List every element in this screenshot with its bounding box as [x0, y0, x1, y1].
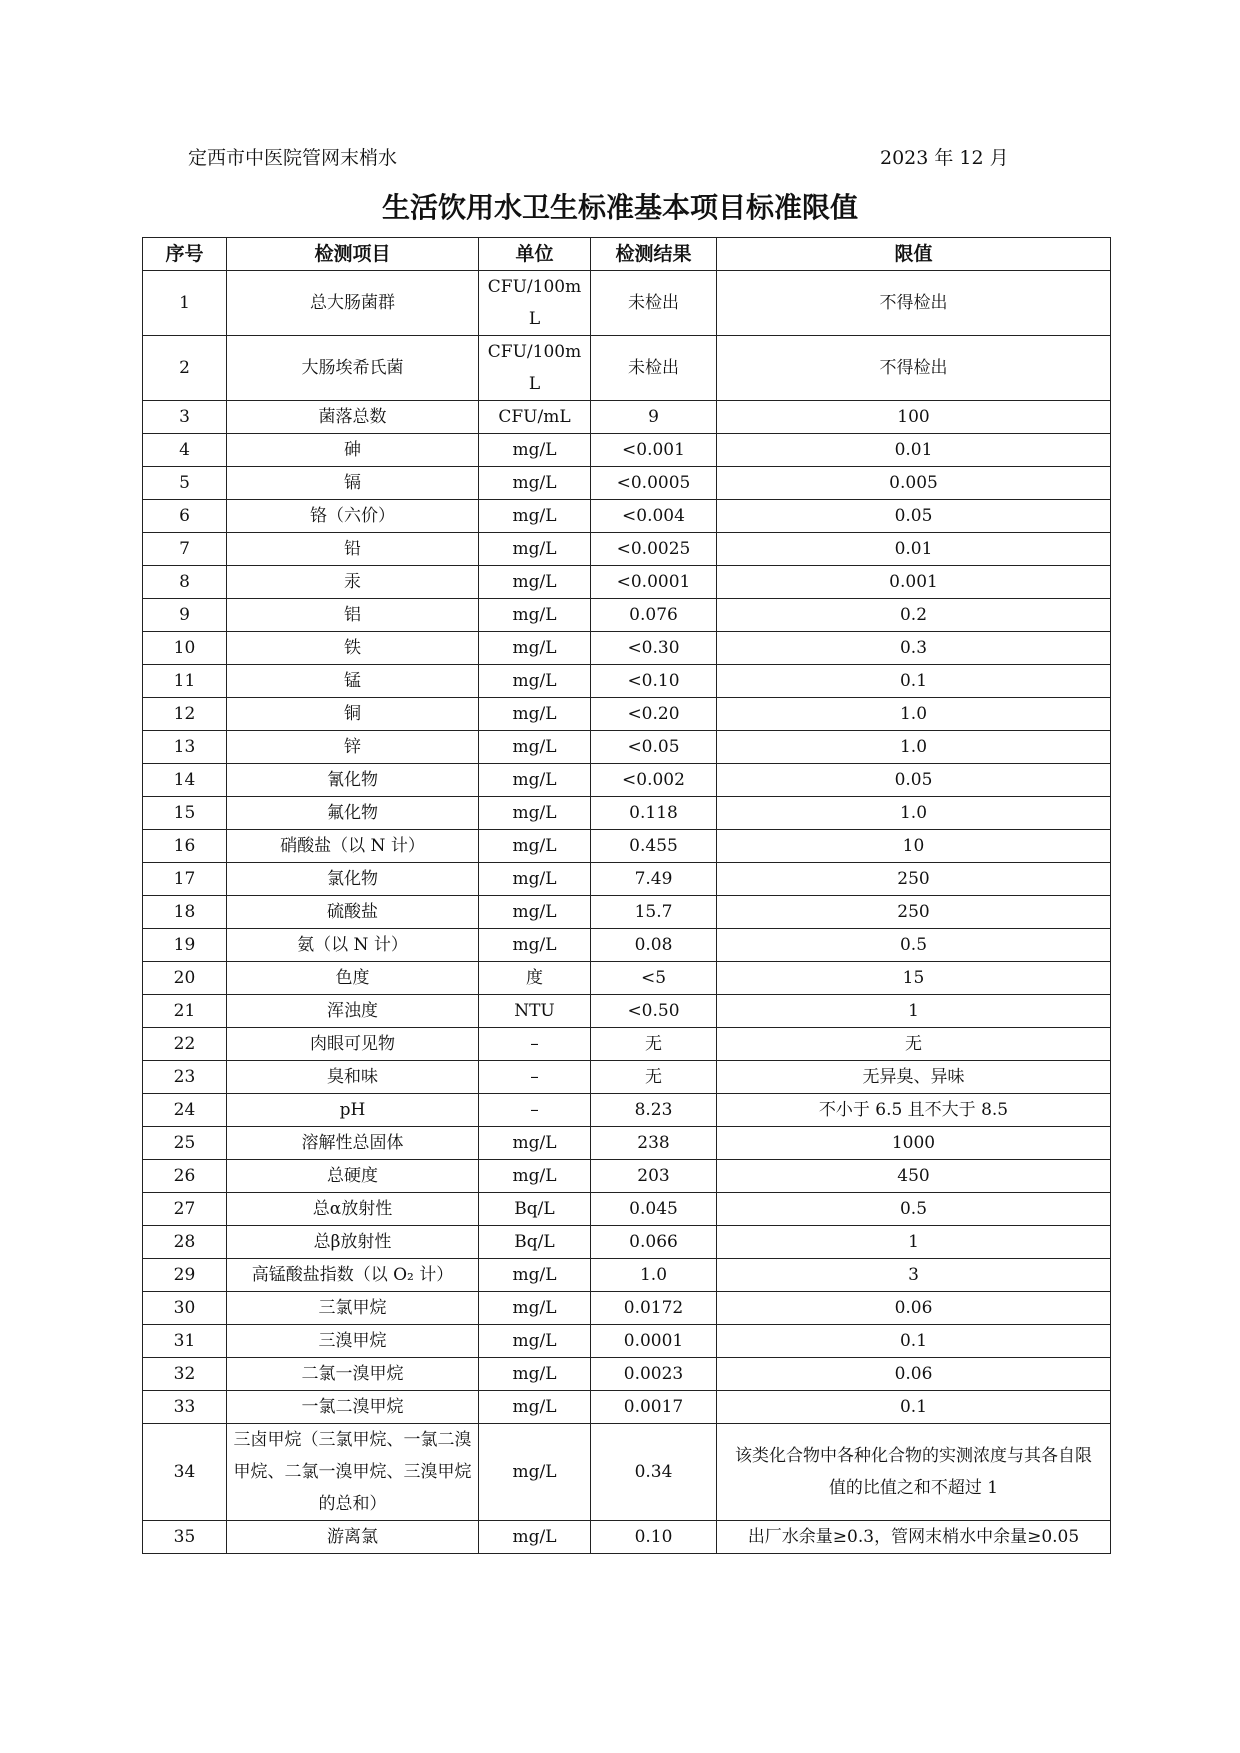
table-row: [143, 995, 1111, 1028]
cell-unit: mg/L: [479, 434, 591, 467]
table-row: [143, 731, 1111, 764]
table-row: [143, 632, 1111, 665]
cell-limit: 出厂水余量≥0.3，管网末梢水中余量≥0.05: [717, 1521, 1111, 1554]
cell-no: 10: [143, 632, 227, 665]
cell-unit: mg/L: [479, 1391, 591, 1424]
cell-no: 17: [143, 863, 227, 896]
cell-result: <0.004: [591, 500, 717, 533]
cell-limit: 1: [717, 1226, 1111, 1259]
cell-no: 35: [143, 1521, 227, 1554]
table-row: [143, 1028, 1111, 1061]
cell-unit: mg/L: [479, 764, 591, 797]
column-header-result: 检测结果: [591, 238, 717, 271]
cell-result: 0.0172: [591, 1292, 717, 1325]
cell-item: 砷: [227, 434, 479, 467]
table-row: [143, 1160, 1111, 1193]
cell-item: 硫酸盐: [227, 896, 479, 929]
cell-item: 三氯甲烷: [227, 1292, 479, 1325]
cell-limit: 0.05: [717, 500, 1111, 533]
cell-result: 0.0023: [591, 1358, 717, 1391]
cell-no: 1: [143, 271, 227, 336]
cell-unit: mg/L: [479, 1160, 591, 1193]
cell-result: <5: [591, 962, 717, 995]
cell-no: 20: [143, 962, 227, 995]
cell-item: 肉眼可见物: [227, 1028, 479, 1061]
cell-no: 32: [143, 1358, 227, 1391]
table-row: [143, 1424, 1111, 1521]
cell-result: <0.10: [591, 665, 717, 698]
cell-item: 三溴甲烷: [227, 1325, 479, 1358]
cell-item: 游离氯: [227, 1521, 479, 1554]
cell-item: 锰: [227, 665, 479, 698]
cell-unit: mg/L: [479, 1127, 591, 1160]
cell-limit: 0.06: [717, 1292, 1111, 1325]
cell-unit: mg/L: [479, 1259, 591, 1292]
cell-result: 0.118: [591, 797, 717, 830]
table-row: [143, 271, 1111, 336]
cell-result: 238: [591, 1127, 717, 1160]
cell-no: 31: [143, 1325, 227, 1358]
cell-unit: mg/L: [479, 599, 591, 632]
cell-item: 铜: [227, 698, 479, 731]
table-row: [143, 1292, 1111, 1325]
cell-result: 未检出: [591, 271, 717, 336]
cell-limit: 0.1: [717, 1391, 1111, 1424]
cell-unit: mg/L: [479, 863, 591, 896]
cell-result: 无: [591, 1028, 717, 1061]
table-row: [143, 698, 1111, 731]
cell-result: <0.50: [591, 995, 717, 1028]
table-row: [143, 434, 1111, 467]
cell-result: 0.10: [591, 1521, 717, 1554]
cell-unit: CFU/100mL: [479, 271, 591, 336]
cell-no: 28: [143, 1226, 227, 1259]
header-location: 定西市中医院管网末梢水: [188, 147, 398, 169]
table-row: [143, 401, 1111, 434]
table-row: [143, 1094, 1111, 1127]
cell-limit: 该类化合物中各种化合物的实测浓度与其各自限值的比值之和不超过 1: [717, 1424, 1111, 1521]
cell-unit: mg/L: [479, 698, 591, 731]
cell-limit: 1: [717, 995, 1111, 1028]
header-date: 2023 年 12 月: [880, 147, 1009, 169]
column-header-limit: 限值: [717, 238, 1111, 271]
cell-limit: 250: [717, 863, 1111, 896]
cell-item: 铅: [227, 533, 479, 566]
cell-item: 菌落总数: [227, 401, 479, 434]
cell-limit: 无: [717, 1028, 1111, 1061]
table-row: [143, 566, 1111, 599]
cell-result: <0.0005: [591, 467, 717, 500]
cell-item: pH: [227, 1094, 479, 1127]
cell-no: 25: [143, 1127, 227, 1160]
cell-limit: 不小于 6.5 且不大于 8.5: [717, 1094, 1111, 1127]
header-row: [143, 238, 1111, 271]
cell-item: 镉: [227, 467, 479, 500]
cell-unit: mg/L: [479, 731, 591, 764]
cell-item: 总β放射性: [227, 1226, 479, 1259]
cell-no: 9: [143, 599, 227, 632]
cell-limit: 100: [717, 401, 1111, 434]
cell-limit: 0.5: [717, 929, 1111, 962]
cell-result: 无: [591, 1061, 717, 1094]
cell-result: <0.002: [591, 764, 717, 797]
cell-unit: mg/L: [479, 665, 591, 698]
cell-unit: mg/L: [479, 533, 591, 566]
cell-result: 1.0: [591, 1259, 717, 1292]
cell-result: <0.0001: [591, 566, 717, 599]
cell-unit: –: [479, 1094, 591, 1127]
cell-limit: 不得检出: [717, 271, 1111, 336]
cell-result: 203: [591, 1160, 717, 1193]
cell-limit: 0.01: [717, 533, 1111, 566]
cell-item: 总α放射性: [227, 1193, 479, 1226]
cell-unit: mg/L: [479, 1424, 591, 1521]
cell-result: 0.066: [591, 1226, 717, 1259]
table-row: [143, 336, 1111, 401]
cell-no: 4: [143, 434, 227, 467]
cell-result: <0.30: [591, 632, 717, 665]
cell-item: 大肠埃希氏菌: [227, 336, 479, 401]
cell-result: 9: [591, 401, 717, 434]
cell-limit: 0.005: [717, 467, 1111, 500]
cell-no: 8: [143, 566, 227, 599]
cell-no: 13: [143, 731, 227, 764]
table-row: [143, 929, 1111, 962]
cell-unit: mg/L: [479, 467, 591, 500]
table-body: [143, 271, 1111, 1554]
table-row: [143, 1226, 1111, 1259]
cell-item: 一氯二溴甲烷: [227, 1391, 479, 1424]
cell-unit: mg/L: [479, 797, 591, 830]
cell-unit: Bq/L: [479, 1226, 591, 1259]
cell-no: 16: [143, 830, 227, 863]
cell-result: 7.49: [591, 863, 717, 896]
cell-no: 14: [143, 764, 227, 797]
cell-no: 26: [143, 1160, 227, 1193]
cell-limit: 0.3: [717, 632, 1111, 665]
cell-limit: 0.5: [717, 1193, 1111, 1226]
table-row: [143, 665, 1111, 698]
cell-item: 浑浊度: [227, 995, 479, 1028]
table-row: [143, 896, 1111, 929]
cell-result: 15.7: [591, 896, 717, 929]
cell-result: <0.05: [591, 731, 717, 764]
table-row: [143, 1193, 1111, 1226]
cell-no: 30: [143, 1292, 227, 1325]
cell-limit: 1.0: [717, 698, 1111, 731]
cell-unit: mg/L: [479, 830, 591, 863]
cell-no: 7: [143, 533, 227, 566]
cell-item: 锌: [227, 731, 479, 764]
cell-unit: –: [479, 1061, 591, 1094]
table-row: [143, 1358, 1111, 1391]
table-row: [143, 1061, 1111, 1094]
column-header-unit: 单位: [479, 238, 591, 271]
table-row: [143, 467, 1111, 500]
cell-no: 19: [143, 929, 227, 962]
cell-limit: 0.06: [717, 1358, 1111, 1391]
cell-no: 24: [143, 1094, 227, 1127]
cell-limit: 0.01: [717, 434, 1111, 467]
cell-no: 21: [143, 995, 227, 1028]
cell-limit: 0.1: [717, 665, 1111, 698]
cell-item: 高锰酸盐指数（以 O₂ 计）: [227, 1259, 479, 1292]
cell-limit: 1000: [717, 1127, 1111, 1160]
table-header: [143, 238, 1111, 271]
cell-limit: 450: [717, 1160, 1111, 1193]
table-row: [143, 1259, 1111, 1292]
cell-limit: 0.2: [717, 599, 1111, 632]
cell-item: 铬（六价）: [227, 500, 479, 533]
cell-limit: 不得检出: [717, 336, 1111, 401]
table-row: [143, 1127, 1111, 1160]
cell-item: 硝酸盐（以 N 计）: [227, 830, 479, 863]
cell-no: 18: [143, 896, 227, 929]
cell-item: 二氯一溴甲烷: [227, 1358, 479, 1391]
cell-no: 34: [143, 1424, 227, 1521]
page-title: 生活饮用水卫生标准基本项目标准限值: [381, 191, 858, 224]
table-row: [143, 962, 1111, 995]
cell-unit: mg/L: [479, 1292, 591, 1325]
cell-result: 0.076: [591, 599, 717, 632]
cell-result: <0.0025: [591, 533, 717, 566]
column-header-item: 检测项目: [227, 238, 479, 271]
cell-no: 22: [143, 1028, 227, 1061]
cell-result: 0.0017: [591, 1391, 717, 1424]
cell-unit: mg/L: [479, 1521, 591, 1554]
cell-limit: 1.0: [717, 797, 1111, 830]
table-row: [143, 863, 1111, 896]
table-row: [143, 764, 1111, 797]
cell-item: 臭和味: [227, 1061, 479, 1094]
column-header-no: 序号: [143, 238, 227, 271]
table-row: [143, 1521, 1111, 1554]
cell-no: 2: [143, 336, 227, 401]
cell-unit: mg/L: [479, 566, 591, 599]
cell-no: 27: [143, 1193, 227, 1226]
cell-unit: mg/L: [479, 500, 591, 533]
cell-item: 氟化物: [227, 797, 479, 830]
cell-no: 3: [143, 401, 227, 434]
cell-item: 铁: [227, 632, 479, 665]
cell-unit: mg/L: [479, 1358, 591, 1391]
table-row: [143, 500, 1111, 533]
cell-item: 总大肠菌群: [227, 271, 479, 336]
cell-item: 总硬度: [227, 1160, 479, 1193]
cell-unit: NTU: [479, 995, 591, 1028]
cell-no: 15: [143, 797, 227, 830]
table-row: [143, 830, 1111, 863]
cell-no: 23: [143, 1061, 227, 1094]
cell-item: 溶解性总固体: [227, 1127, 479, 1160]
cell-item: 三卤甲烷（三氯甲烷、一氯二溴甲烷、二氯一溴甲烷、三溴甲烷的总和）: [227, 1424, 479, 1521]
cell-unit: mg/L: [479, 896, 591, 929]
cell-no: 12: [143, 698, 227, 731]
cell-unit: mg/L: [479, 1325, 591, 1358]
cell-item: 铝: [227, 599, 479, 632]
cell-unit: –: [479, 1028, 591, 1061]
cell-no: 29: [143, 1259, 227, 1292]
table-row: [143, 599, 1111, 632]
cell-no: 33: [143, 1391, 227, 1424]
cell-limit: 15: [717, 962, 1111, 995]
cell-limit: 0.1: [717, 1325, 1111, 1358]
cell-limit: 1.0: [717, 731, 1111, 764]
cell-unit: mg/L: [479, 929, 591, 962]
cell-limit: 无异臭、异味: [717, 1061, 1111, 1094]
table-row: [143, 797, 1111, 830]
cell-result: 8.23: [591, 1094, 717, 1127]
cell-limit: 0.001: [717, 566, 1111, 599]
cell-limit: 0.05: [717, 764, 1111, 797]
cell-limit: 250: [717, 896, 1111, 929]
cell-item: 氨（以 N 计）: [227, 929, 479, 962]
cell-result: 0.045: [591, 1193, 717, 1226]
table-row: [143, 533, 1111, 566]
cell-item: 汞: [227, 566, 479, 599]
cell-limit: 10: [717, 830, 1111, 863]
cell-unit: CFU/100mL: [479, 336, 591, 401]
table-row: [143, 1325, 1111, 1358]
cell-result: 未检出: [591, 336, 717, 401]
cell-result: 0.0001: [591, 1325, 717, 1358]
cell-no: 11: [143, 665, 227, 698]
cell-unit: mg/L: [479, 632, 591, 665]
cell-item: 色度: [227, 962, 479, 995]
cell-no: 6: [143, 500, 227, 533]
cell-result: 0.08: [591, 929, 717, 962]
cell-unit: Bq/L: [479, 1193, 591, 1226]
cell-unit: CFU/mL: [479, 401, 591, 434]
table-row: [143, 1391, 1111, 1424]
cell-result: 0.455: [591, 830, 717, 863]
standards-table: [142, 237, 1111, 1554]
cell-unit: 度: [479, 962, 591, 995]
cell-no: 5: [143, 467, 227, 500]
cell-item: 氯化物: [227, 863, 479, 896]
cell-item: 氰化物: [227, 764, 479, 797]
cell-result: <0.001: [591, 434, 717, 467]
cell-result: <0.20: [591, 698, 717, 731]
cell-limit: 3: [717, 1259, 1111, 1292]
cell-result: 0.34: [591, 1424, 717, 1521]
